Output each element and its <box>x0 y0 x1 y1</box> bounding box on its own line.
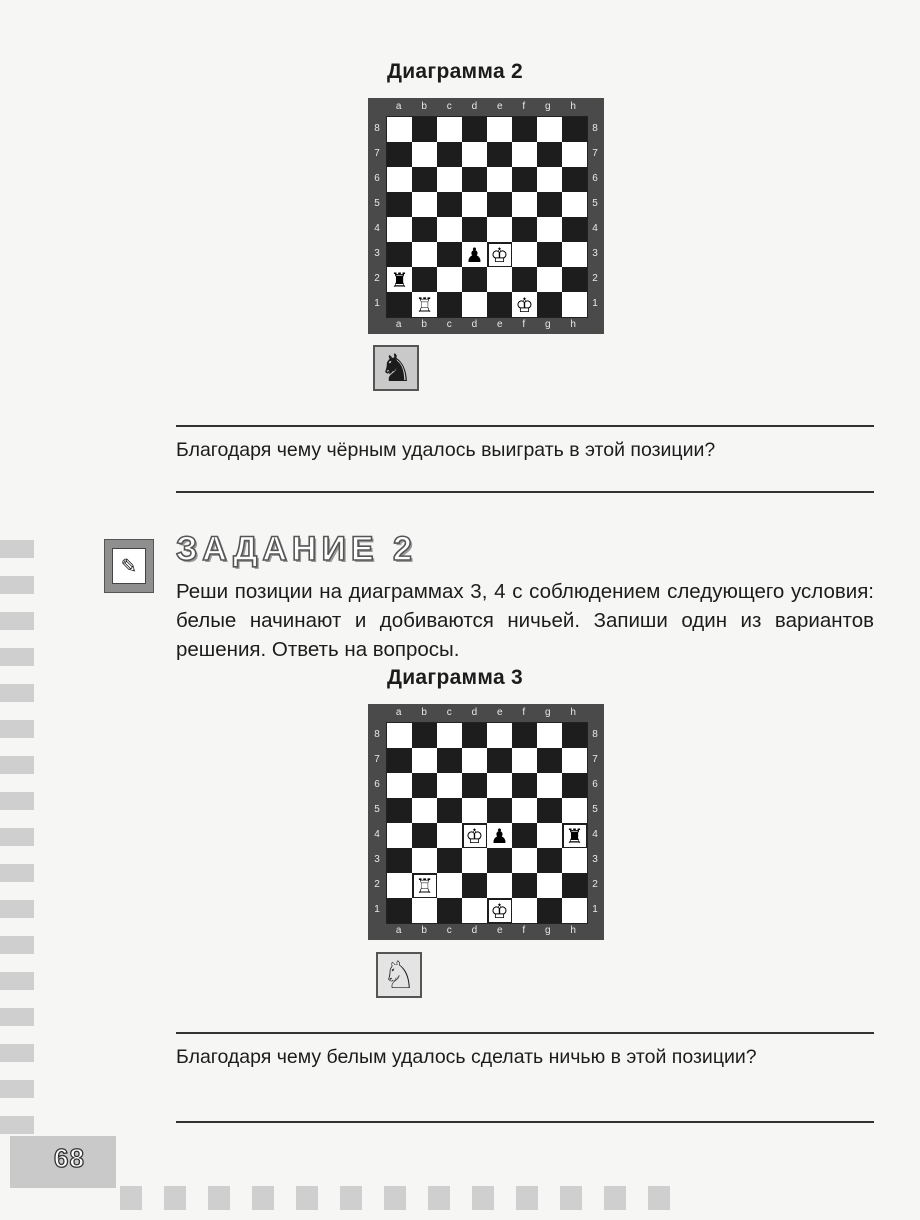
square-g8 <box>537 117 562 142</box>
square-b8 <box>412 117 437 142</box>
rank-label: 4 <box>374 829 380 840</box>
square-e7 <box>487 748 512 773</box>
square-h8 <box>562 723 587 748</box>
square-d8 <box>462 117 487 142</box>
file-label: g <box>545 319 551 330</box>
file-label: f <box>522 707 526 718</box>
file-label: f <box>522 925 526 936</box>
task-2-text: Реши позиции на диаграммах 3, 4 с соблюдением следующего условия: белые начинают и добиваются ничьей. Запиши один из вариантов решения. Ответь на вопросы. <box>176 580 874 661</box>
rank-label: 1 <box>374 904 380 915</box>
black-piece-h4: ♜ <box>564 825 586 847</box>
file-label: c <box>446 925 452 936</box>
answer-line <box>176 1032 874 1034</box>
square-h6 <box>562 773 587 798</box>
square-b4 <box>412 823 437 848</box>
square-d6 <box>462 167 487 192</box>
square-a4 <box>387 217 412 242</box>
square-f2 <box>512 873 537 898</box>
rank-label: 7 <box>592 148 598 159</box>
diagram-2-title: Диаграмма 2 <box>386 60 524 83</box>
file-label: e <box>496 925 503 936</box>
square-h8 <box>562 117 587 142</box>
rank-label: 8 <box>374 123 380 134</box>
square-e6 <box>487 167 512 192</box>
square-c3 <box>437 848 462 873</box>
square-e2 <box>487 267 512 292</box>
task-2-title: ЗАДАНИЕ 2 <box>176 530 417 568</box>
square-g1 <box>537 898 562 923</box>
answer-line <box>176 425 874 427</box>
square-h6 <box>562 167 587 192</box>
board-file-labels-bottom <box>386 319 586 331</box>
square-c6 <box>437 167 462 192</box>
square-c4 <box>437 217 462 242</box>
square-a2 <box>387 873 412 898</box>
square-a5 <box>387 192 412 217</box>
square-e4 <box>487 823 512 848</box>
square-f5 <box>512 192 537 217</box>
square-a1 <box>387 898 412 923</box>
square-e2 <box>487 873 512 898</box>
square-e3 <box>487 848 512 873</box>
square-g3 <box>537 242 562 267</box>
square-f7 <box>512 748 537 773</box>
file-label: g <box>545 925 551 936</box>
rank-label: 2 <box>374 273 380 284</box>
square-a2 <box>387 267 412 292</box>
rank-label: 7 <box>374 754 380 765</box>
board-rank-labels-right <box>588 116 602 316</box>
square-e5 <box>487 798 512 823</box>
square-e7 <box>487 142 512 167</box>
square-b8 <box>412 723 437 748</box>
square-d5 <box>462 798 487 823</box>
square-c5 <box>437 192 462 217</box>
diagram-2-question: Благодаря чему чёрным удалось выиграть в этой позиции? <box>176 439 716 461</box>
square-c8 <box>437 117 462 142</box>
square-h1 <box>562 898 587 923</box>
square-g8 <box>537 723 562 748</box>
black-piece-a2: ♜ <box>390 267 409 292</box>
square-d6 <box>462 773 487 798</box>
square-c3 <box>437 242 462 267</box>
square-a8 <box>387 117 412 142</box>
square-d1 <box>462 898 487 923</box>
rank-label: 6 <box>374 779 380 790</box>
square-g4 <box>537 217 562 242</box>
rank-label: 8 <box>592 729 598 740</box>
rank-label: 2 <box>374 879 380 890</box>
decorative-checker-strip <box>0 540 34 1140</box>
rank-label: 6 <box>592 173 598 184</box>
white-piece-e1: ♔ <box>489 900 511 922</box>
square-a1 <box>387 292 412 317</box>
file-label: a <box>395 707 402 718</box>
square-g5 <box>537 192 562 217</box>
square-h4 <box>562 823 587 848</box>
file-label: a <box>395 925 402 936</box>
decorative-checker-strip-bottom <box>120 1186 680 1210</box>
file-label: e <box>496 101 503 112</box>
square-g6 <box>537 773 562 798</box>
rank-label: 3 <box>592 854 598 865</box>
square-c2 <box>437 873 462 898</box>
black-piece-d3: ♟ <box>465 242 484 267</box>
square-h5 <box>562 798 587 823</box>
square-a7 <box>387 142 412 167</box>
square-d3 <box>462 242 487 267</box>
file-label: c <box>446 319 452 330</box>
square-f1 <box>512 898 537 923</box>
white-piece-b1: ♖ <box>415 292 434 317</box>
square-g2 <box>537 267 562 292</box>
square-c8 <box>437 723 462 748</box>
square-e1 <box>487 292 512 317</box>
square-a3 <box>387 242 412 267</box>
square-a6 <box>387 167 412 192</box>
file-label: b <box>421 925 427 936</box>
square-f5 <box>512 798 537 823</box>
rank-label: 7 <box>592 754 598 765</box>
square-h3 <box>562 848 587 873</box>
square-b2 <box>412 267 437 292</box>
square-e1 <box>487 898 512 923</box>
square-d7 <box>462 748 487 773</box>
rank-label: 2 <box>592 879 598 890</box>
rank-label: 4 <box>592 223 598 234</box>
file-label: f <box>522 319 526 330</box>
square-a8 <box>387 723 412 748</box>
rank-label: 1 <box>592 298 598 309</box>
square-c6 <box>437 773 462 798</box>
square-g7 <box>537 748 562 773</box>
rank-label: 1 <box>374 298 380 309</box>
board-file-labels-top <box>386 707 586 719</box>
square-h2 <box>562 267 587 292</box>
file-label: h <box>570 101 576 112</box>
board-grid <box>386 116 588 318</box>
file-label: a <box>395 101 402 112</box>
square-e5 <box>487 192 512 217</box>
square-c5 <box>437 798 462 823</box>
file-label: e <box>496 707 503 718</box>
rank-label: 4 <box>592 829 598 840</box>
square-e4 <box>487 217 512 242</box>
white-piece-b2: ♖ <box>414 875 436 897</box>
file-label: g <box>545 101 551 112</box>
square-h7 <box>562 142 587 167</box>
square-c1 <box>437 292 462 317</box>
file-label: b <box>421 101 427 112</box>
square-b6 <box>412 773 437 798</box>
square-b6 <box>412 167 437 192</box>
file-label: a <box>395 319 402 330</box>
square-d1 <box>462 292 487 317</box>
rank-label: 5 <box>592 198 598 209</box>
square-g3 <box>537 848 562 873</box>
square-g6 <box>537 167 562 192</box>
square-f4 <box>512 217 537 242</box>
rank-label: 3 <box>374 854 380 865</box>
square-b7 <box>412 142 437 167</box>
chessboard-diagram-2 <box>368 98 604 334</box>
rank-label: 8 <box>374 729 380 740</box>
square-h3 <box>562 242 587 267</box>
square-e6 <box>487 773 512 798</box>
file-label: h <box>570 925 576 936</box>
file-label: f <box>522 101 526 112</box>
file-label: d <box>471 707 478 718</box>
rank-label: 3 <box>592 248 598 259</box>
square-d8 <box>462 723 487 748</box>
file-label: c <box>446 707 452 718</box>
square-a6 <box>387 773 412 798</box>
square-h4 <box>562 217 587 242</box>
rank-label: 2 <box>592 273 598 284</box>
square-d2 <box>462 873 487 898</box>
file-label: h <box>570 319 576 330</box>
square-f6 <box>512 167 537 192</box>
square-f6 <box>512 773 537 798</box>
square-f7 <box>512 142 537 167</box>
square-e8 <box>487 723 512 748</box>
square-b5 <box>412 798 437 823</box>
square-c7 <box>437 142 462 167</box>
rank-label: 5 <box>374 198 380 209</box>
white-piece-d4: ♔ <box>464 825 486 847</box>
square-d7 <box>462 142 487 167</box>
board-rank-labels-left <box>370 116 384 316</box>
board-file-labels-top <box>386 101 586 113</box>
square-a3 <box>387 848 412 873</box>
square-a5 <box>387 798 412 823</box>
answer-line <box>176 491 874 493</box>
square-h1 <box>562 292 587 317</box>
rank-label: 6 <box>592 779 598 790</box>
square-b2 <box>412 873 437 898</box>
white-knight-icon: ♘ <box>376 952 422 998</box>
file-label: d <box>471 101 478 112</box>
white-piece-f1: ♔ <box>515 292 534 317</box>
diagram-3-title: Диаграмма 3 <box>386 666 524 689</box>
square-g2 <box>537 873 562 898</box>
square-c4 <box>437 823 462 848</box>
page-number: 68 <box>54 1143 85 1173</box>
rank-label: 6 <box>374 173 380 184</box>
rank-label: 7 <box>374 148 380 159</box>
black-piece-e4: ♟ <box>490 823 509 848</box>
board-grid <box>386 722 588 924</box>
square-d3 <box>462 848 487 873</box>
square-g1 <box>537 292 562 317</box>
square-g4 <box>537 823 562 848</box>
file-label: b <box>421 319 427 330</box>
square-f2 <box>512 267 537 292</box>
square-f3 <box>512 242 537 267</box>
square-d2 <box>462 267 487 292</box>
pencil-icon: ✎ <box>112 548 146 584</box>
square-c7 <box>437 748 462 773</box>
square-d4 <box>462 823 487 848</box>
file-label: d <box>471 319 478 330</box>
rank-label: 5 <box>374 804 380 815</box>
task-icon <box>104 539 154 593</box>
file-label: c <box>446 101 452 112</box>
square-d5 <box>462 192 487 217</box>
diagram-3-question: Благодаря чему белым удалось сделать ничью в этой позиции? <box>176 1046 757 1068</box>
file-label: g <box>545 707 551 718</box>
white-piece-e3: ♔ <box>489 244 511 266</box>
board-rank-labels-left <box>370 722 384 922</box>
square-e8 <box>487 117 512 142</box>
square-f8 <box>512 723 537 748</box>
square-b5 <box>412 192 437 217</box>
square-b3 <box>412 242 437 267</box>
square-g7 <box>537 142 562 167</box>
square-f3 <box>512 848 537 873</box>
square-b1 <box>412 292 437 317</box>
square-h7 <box>562 748 587 773</box>
rank-label: 8 <box>592 123 598 134</box>
answer-line <box>176 1121 874 1123</box>
rank-label: 3 <box>374 248 380 259</box>
board-file-labels-bottom <box>386 925 586 937</box>
square-c2 <box>437 267 462 292</box>
black-knight-icon: ♞ <box>373 345 419 391</box>
square-h5 <box>562 192 587 217</box>
square-f8 <box>512 117 537 142</box>
rank-label: 4 <box>374 223 380 234</box>
file-label: d <box>471 925 478 936</box>
square-a7 <box>387 748 412 773</box>
square-c1 <box>437 898 462 923</box>
chessboard-diagram-3 <box>368 704 604 940</box>
square-h2 <box>562 873 587 898</box>
rank-label: 1 <box>592 904 598 915</box>
square-f1 <box>512 292 537 317</box>
square-e3 <box>487 242 512 267</box>
file-label: b <box>421 707 427 718</box>
file-label: e <box>496 319 503 330</box>
rank-label: 5 <box>592 804 598 815</box>
square-d4 <box>462 217 487 242</box>
square-g5 <box>537 798 562 823</box>
square-f4 <box>512 823 537 848</box>
square-b4 <box>412 217 437 242</box>
square-b7 <box>412 748 437 773</box>
square-a4 <box>387 823 412 848</box>
board-rank-labels-right <box>588 722 602 922</box>
file-label: h <box>570 707 576 718</box>
square-b1 <box>412 898 437 923</box>
square-b3 <box>412 848 437 873</box>
